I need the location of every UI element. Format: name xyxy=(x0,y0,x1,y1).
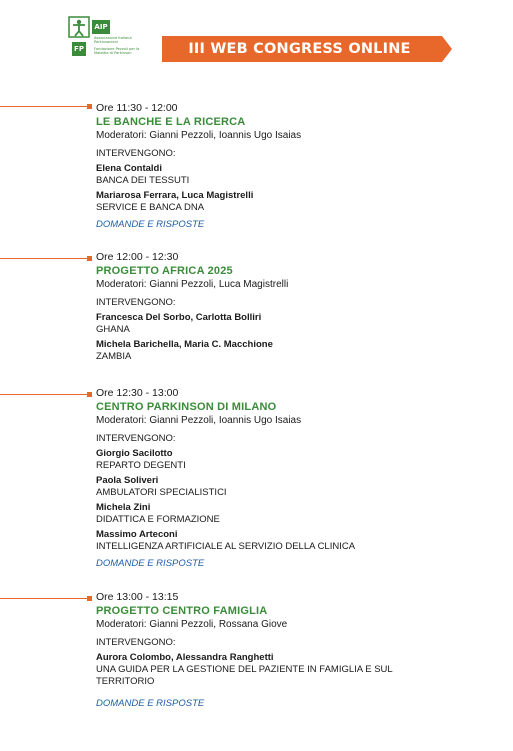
timeline-line xyxy=(0,598,92,599)
speaker-name: Michela Barichella, Maria C. Macchione xyxy=(96,339,273,350)
intervengono-label: INTERVENGONO: xyxy=(96,148,176,159)
speaker-topic: INTELLIGENZA ARTIFICIALE AL SERVIZIO DELLA CLINICA xyxy=(96,541,356,552)
speaker-topic: DIDATTICA E FORMAZIONE xyxy=(96,514,220,525)
speaker xyxy=(96,529,456,553)
speaker xyxy=(96,339,456,363)
speaker-topic: UNA GUIDA PER LA GESTIONE DEL PAZIENTE IN FAMIGLIA E SUL TERRITORIO xyxy=(96,664,393,687)
session-title: PROGETTO CENTRO FAMIGLIA xyxy=(96,605,268,617)
speaker-topic: AMBULATORI SPECIALISTICI xyxy=(96,487,227,498)
intervengono-label: INTERVENGONO: xyxy=(96,637,176,648)
speaker-topic: ZAMBIA xyxy=(96,351,132,362)
timeline-marker xyxy=(87,104,92,109)
fp-text: Fondazione Pezzoli per la Malattia di Parkinson xyxy=(94,47,140,56)
speaker-topic: BANCA DEI TESSUTI xyxy=(96,175,190,186)
aip-mark: AIP xyxy=(92,20,110,34)
intervengono-label: INTERVENGONO: xyxy=(96,297,176,308)
session xyxy=(96,591,456,710)
speaker-topic: REPARTO DEGENTI xyxy=(96,460,186,471)
session-moderators: Moderatori: Gianni Pezzoli, Luca Magistrelli xyxy=(96,279,289,290)
speaker-name: Aurora Colombo, Alessandra Ranghetti xyxy=(96,652,274,663)
qa-label: DOMANDE E RISPOSTE xyxy=(96,698,205,709)
speaker xyxy=(96,190,456,214)
timeline-line xyxy=(0,106,92,107)
session-title: PROGETTO AFRICA 2025 xyxy=(96,265,233,277)
session-time: Ore 11:30 - 12:00 xyxy=(96,102,178,114)
speaker-topic: SERVICE E BANCA DNA xyxy=(96,202,205,213)
speaker xyxy=(96,312,456,336)
logo xyxy=(68,16,168,66)
speaker-name: Mariarosa Ferrara, Luca Magistrelli xyxy=(96,190,254,201)
session xyxy=(96,251,456,363)
timeline-line xyxy=(0,394,92,395)
intervengono-label: INTERVENGONO: xyxy=(96,433,176,444)
session-time: Ore 13:00 - 13:15 xyxy=(96,591,179,603)
speaker xyxy=(96,502,456,526)
speaker-name: Elena Contaldi xyxy=(96,163,162,174)
speaker-name: Massimo Arteconi xyxy=(96,529,178,540)
session-title: CENTRO PARKINSON DI MILANO xyxy=(96,401,277,413)
session-time: Ore 12:30 - 13:00 xyxy=(96,387,179,399)
speaker-name: Paola Soliveri xyxy=(96,475,159,486)
session xyxy=(96,102,456,231)
speaker-name: Giorgio Sacilotto xyxy=(96,448,173,459)
timeline-marker xyxy=(87,256,92,261)
speaker-topic: GHANA xyxy=(96,324,130,335)
session-title: LE BANCHE E LA RICERCA xyxy=(96,116,246,128)
session-moderators: Moderatori: Gianni Pezzoli, Rossana Giove xyxy=(96,619,288,630)
timeline-line xyxy=(0,258,92,259)
qa-label: DOMANDE E RISPOSTE xyxy=(96,219,205,230)
timeline-marker xyxy=(87,392,92,397)
speaker xyxy=(96,163,456,187)
congress-banner xyxy=(162,36,452,62)
speaker-name: Francesca Del Sorbo, Carlotta Bolliri xyxy=(96,312,262,323)
qa-label: DOMANDE E RISPOSTE xyxy=(96,558,205,569)
session-time: Ore 12:00 - 12:30 xyxy=(96,251,179,263)
session-moderators: Moderatori: Gianni Pezzoli, Ioannis Ugo Isaias xyxy=(96,130,302,141)
speaker xyxy=(96,448,456,472)
speaker xyxy=(96,475,456,499)
session-moderators: Moderatori: Gianni Pezzoli, Ioannis Ugo Isaias xyxy=(96,415,302,426)
speaker xyxy=(96,652,456,688)
fp-mark: FP xyxy=(72,42,86,56)
aip-figure-icon xyxy=(68,16,90,38)
speaker-name: Michela Zini xyxy=(96,502,151,513)
session xyxy=(96,387,456,570)
banner-title: III WEB CONGRESS ONLINE xyxy=(188,41,411,57)
timeline-marker xyxy=(87,596,92,601)
aip-text: Associazione Italiana Parkinsoniani xyxy=(94,36,132,45)
